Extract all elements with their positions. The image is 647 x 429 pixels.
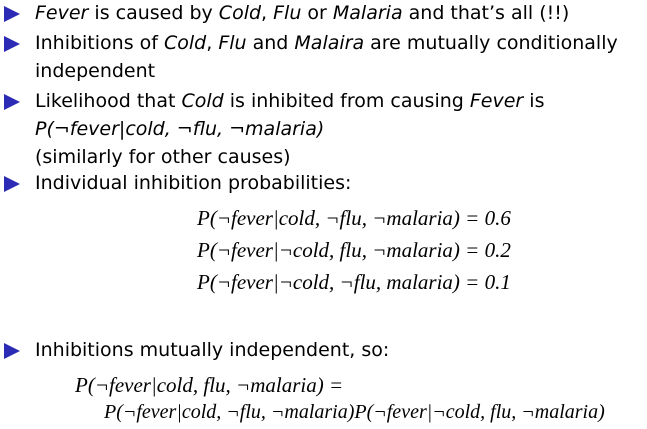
independence-equation-rhs: P(¬fever|cold, ¬flu, ¬malaria)P(¬fever|¬cold, flu, ¬malaria) (104, 401, 605, 423)
equation-flu: P(¬fever|¬cold, flu, ¬malaria) = 0.2 (197, 238, 511, 262)
bullet-3-line-2: P(¬fever|cold, ¬flu, ¬malaria) (35, 118, 325, 140)
bullet-2-line-2: independent (35, 60, 156, 82)
equation-cold: P(¬fever|cold, ¬flu, ¬malaria) = 0.6 (197, 206, 511, 230)
bullet-4-line-1: Individual inhibition probabilities: (35, 172, 352, 194)
triangle-bullet-icon (4, 94, 20, 110)
independence-equation-lhs: P(¬fever|cold, flu, ¬malaria) = (75, 373, 344, 397)
triangle-bullet-icon (4, 36, 20, 52)
bullet-3-line-1: Likelihood that Cold is inhibited from causing Fever is (35, 90, 545, 112)
bullet-1-line-1: Fever is caused by Cold, Flu or Malaria and that’s all (!!) (35, 2, 570, 24)
triangle-bullet-icon (4, 6, 20, 22)
equation-malaria: P(¬fever|¬cold, ¬flu, malaria) = 0.1 (197, 270, 511, 294)
triangle-bullet-icon (4, 343, 20, 359)
bullet-5-line-1: Inhibitions mutually independent, so: (35, 339, 390, 361)
bullet-3-line-3: (similarly for other causes) (35, 146, 291, 168)
triangle-bullet-icon (4, 176, 20, 192)
bullet-2-line-1: Inhibitions of Cold, Flu and Malaira are mutually conditionally (35, 32, 618, 54)
